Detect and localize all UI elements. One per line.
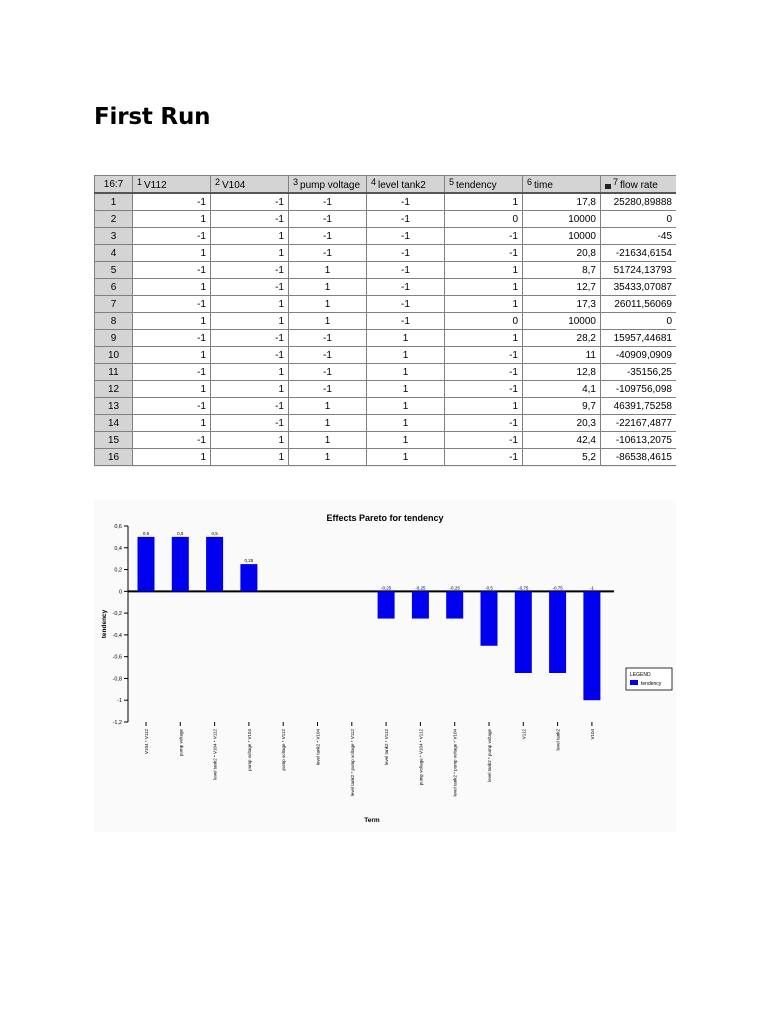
table-cell[interactable]: -40909,0909	[601, 347, 677, 364]
table-row	[95, 449, 677, 466]
column-header[interactable]	[523, 176, 601, 194]
table-cell[interactable]: -1	[445, 432, 523, 449]
table-cell[interactable]: 9,7	[523, 398, 601, 415]
table-cell[interactable]: 15957,44681	[601, 330, 677, 347]
x-tick-label: V104 * V112	[144, 729, 149, 754]
table-cell[interactable]: -1	[289, 381, 367, 398]
table-cell[interactable]: -1	[367, 193, 445, 211]
table-cell[interactable]: 1	[367, 381, 445, 398]
table-cell[interactable]: 1	[367, 449, 445, 466]
table-header-row	[95, 176, 677, 194]
table-cell[interactable]: 25280,89888	[601, 193, 677, 211]
x-tick-label: level tank2 * V112	[384, 729, 390, 765]
bar	[515, 591, 532, 673]
table-cell[interactable]: 1	[367, 432, 445, 449]
x-tick-label: pump voltage	[178, 729, 184, 757]
y-axis-label: tendency	[101, 609, 108, 639]
column-number: 7	[613, 177, 619, 187]
table-cell[interactable]: 1	[211, 381, 289, 398]
table-row	[95, 432, 677, 449]
bar-data-label: -0,25	[415, 585, 426, 591]
x-tick-label: V104	[589, 729, 595, 740]
y-tick-label: -0,6	[112, 654, 122, 661]
table-row	[95, 415, 677, 432]
table-cell[interactable]: 17,8	[523, 193, 601, 211]
table-cell[interactable]: 8,7	[523, 262, 601, 279]
table-cell[interactable]: 1	[211, 228, 289, 245]
page-heading: First Run	[94, 104, 211, 130]
table-cell[interactable]: 1	[289, 449, 367, 466]
column-number: 5	[449, 177, 455, 187]
bar-data-label: -1	[589, 585, 594, 591]
table-cell[interactable]: 1	[367, 415, 445, 432]
bar-data-label: 0,25	[244, 558, 254, 564]
row-number-cell[interactable]: 15	[95, 432, 133, 449]
pareto-chart	[94, 500, 676, 832]
table-cell[interactable]: 10000	[523, 313, 601, 330]
table-cell[interactable]: -22167,4877	[601, 415, 677, 432]
bar-data-label: -0,75	[552, 585, 563, 591]
table-cell[interactable]: -1	[445, 228, 523, 245]
x-tick-label: level tank2 * V104 * V112	[212, 729, 218, 780]
table-cell[interactable]: 1	[445, 262, 523, 279]
table-cell[interactable]: -45	[601, 228, 677, 245]
table-cell[interactable]: 10000	[523, 228, 601, 245]
column-header[interactable]	[601, 176, 677, 194]
table-cell[interactable]: 0	[601, 211, 677, 228]
row-number-cell[interactable]: 13	[95, 398, 133, 415]
table-cell[interactable]: -1	[445, 364, 523, 381]
lock-icon	[605, 184, 611, 189]
table-cell[interactable]: 1	[367, 398, 445, 415]
x-tick-label: pump voltage * V104 * V112	[418, 729, 424, 786]
column-label: level tank2	[378, 180, 426, 191]
table-cell[interactable]: -35156,25	[601, 364, 677, 381]
bar	[138, 537, 155, 591]
table-cell[interactable]: 51724,13793	[601, 262, 677, 279]
table-cell[interactable]: 1	[289, 313, 367, 330]
table-cell[interactable]: -1	[289, 330, 367, 347]
y-tick-label: 0	[118, 589, 122, 596]
legend-swatch	[630, 680, 638, 685]
table-cell[interactable]: 1	[289, 398, 367, 415]
bar-data-label: -0,25	[449, 585, 460, 591]
table-cell[interactable]: -1	[367, 228, 445, 245]
column-header[interactable]	[289, 176, 367, 194]
row-number-cell[interactable]: 12	[95, 381, 133, 398]
y-tick-label: -0,8	[112, 676, 122, 683]
table-cell[interactable]: 28,2	[523, 330, 601, 347]
table-cell[interactable]: 26011,56069	[601, 296, 677, 313]
table-cell[interactable]: -1	[133, 296, 211, 313]
y-tick-label: -0,2	[112, 611, 122, 618]
table-cell[interactable]: 1	[133, 347, 211, 364]
table-cell[interactable]: 1	[289, 432, 367, 449]
bar	[172, 537, 189, 591]
table-cell[interactable]: 1	[211, 364, 289, 381]
table-corner-cell: 16:7	[95, 176, 133, 194]
table-cell[interactable]: -1	[211, 193, 289, 211]
table-cell[interactable]: -1	[133, 193, 211, 211]
table-cell[interactable]: 42,4	[523, 432, 601, 449]
y-tick-label: 0,6	[114, 524, 122, 530]
column-header[interactable]	[445, 176, 523, 194]
table-cell[interactable]: 1	[211, 296, 289, 313]
legend-entry: tendency	[641, 681, 662, 687]
table-cell[interactable]: -1	[445, 415, 523, 432]
table-cell[interactable]: -1	[367, 211, 445, 228]
table-cell[interactable]: -1	[445, 381, 523, 398]
table-cell[interactable]: -1	[211, 279, 289, 296]
table-cell[interactable]: 1	[445, 330, 523, 347]
table-cell[interactable]: -1	[445, 245, 523, 262]
table-row	[95, 245, 677, 262]
table-cell[interactable]: -1	[133, 330, 211, 347]
table-cell[interactable]: 1	[133, 381, 211, 398]
table-cell[interactable]: -1	[211, 347, 289, 364]
x-tick-label: level tank2	[555, 729, 561, 751]
table-cell[interactable]: -1	[289, 347, 367, 364]
y-tick-label: -1	[117, 698, 122, 705]
table-cell[interactable]: 0	[601, 313, 677, 330]
table-cell[interactable]: -1	[211, 211, 289, 228]
bar-data-label: -0,25	[380, 585, 392, 591]
row-number-cell[interactable]: 4	[95, 245, 133, 262]
column-header[interactable]	[133, 176, 211, 194]
column-number: 1	[137, 177, 143, 187]
table-cell[interactable]: 46391,75258	[601, 398, 677, 415]
row-number-cell[interactable]: 1	[95, 193, 133, 211]
table-cell[interactable]: 1	[211, 245, 289, 262]
table-cell[interactable]: -1	[133, 262, 211, 279]
table-cell[interactable]: -1	[211, 330, 289, 347]
column-number: 4	[371, 177, 377, 187]
table-cell[interactable]: -10613,2075	[601, 432, 677, 449]
x-tick-label: pump voltage * V104	[246, 729, 252, 771]
table-cell[interactable]: 5,2	[523, 449, 601, 466]
bar	[549, 591, 566, 673]
bar-data-label: 0,5	[177, 530, 184, 536]
table-cell[interactable]: 12,8	[523, 364, 601, 381]
table-cell[interactable]: -1	[211, 262, 289, 279]
row-number-cell[interactable]: 6	[95, 279, 133, 296]
bar	[583, 591, 600, 700]
row-number-cell[interactable]: 10	[95, 347, 133, 364]
row-number-cell[interactable]: 11	[95, 364, 133, 381]
table-cell[interactable]: 1	[133, 279, 211, 296]
table-cell[interactable]: 1	[211, 432, 289, 449]
table-cell[interactable]: 1	[445, 398, 523, 415]
table-cell[interactable]: -1	[133, 228, 211, 245]
table-cell[interactable]: 11	[523, 347, 601, 364]
table-cell[interactable]: 1	[445, 279, 523, 296]
table-cell[interactable]: 1	[211, 449, 289, 466]
table-cell[interactable]: 0	[445, 211, 523, 228]
table-row	[95, 364, 677, 381]
table-row	[95, 398, 677, 415]
column-header[interactable]	[211, 176, 289, 194]
table-cell[interactable]: 1	[367, 364, 445, 381]
x-tick-label: level tank2 * pump voltage	[487, 729, 492, 782]
table-cell[interactable]: 1	[289, 279, 367, 296]
y-tick-label: 0,4	[114, 545, 122, 552]
pareto-chart-svg	[94, 500, 676, 832]
y-tick-label: -0,4	[112, 632, 122, 639]
row-number-cell[interactable]: 7	[95, 296, 133, 313]
table-cell[interactable]: -1	[289, 364, 367, 381]
column-header[interactable]	[367, 176, 445, 194]
column-label: V104	[222, 180, 246, 191]
x-tick-label: V112	[521, 729, 527, 740]
data-table	[94, 175, 676, 466]
table-row	[95, 211, 677, 228]
table-cell[interactable]: -1	[367, 296, 445, 313]
table-cell[interactable]: 4,1	[523, 381, 601, 398]
bar-data-label: -0,5	[485, 585, 493, 591]
table-cell[interactable]: 20,3	[523, 415, 601, 432]
data-grid	[94, 175, 676, 467]
table-cell[interactable]: 10000	[523, 211, 601, 228]
table-cell[interactable]: 1	[133, 449, 211, 466]
row-number-cell[interactable]: 8	[95, 313, 133, 330]
table-cell[interactable]: 35433,07087	[601, 279, 677, 296]
x-tick-label: pump voltage * V112	[281, 729, 287, 771]
table-cell[interactable]: -1	[211, 415, 289, 432]
x-tick-label: level tank2 * V104	[315, 729, 321, 766]
table-cell[interactable]: 1	[289, 262, 367, 279]
table-row	[95, 330, 677, 347]
chart-title: Effects Pareto for tendency	[326, 513, 444, 523]
table-cell[interactable]: 1	[367, 347, 445, 364]
x-tick-label: level tank2 * pump voltage * V112	[349, 729, 355, 797]
x-tick-label: level tank2 * pump voltage * V104	[452, 729, 458, 797]
table-cell[interactable]: -1	[367, 313, 445, 330]
table-cell[interactable]: -1	[445, 347, 523, 364]
table-cell[interactable]: 1	[211, 313, 289, 330]
column-number: 3	[293, 177, 299, 187]
table-row	[95, 381, 677, 398]
table-cell[interactable]: 1	[289, 296, 367, 313]
table-cell[interactable]: 1	[133, 245, 211, 262]
table-row	[95, 193, 677, 211]
table-cell[interactable]: -1	[367, 245, 445, 262]
column-number: 6	[527, 177, 533, 187]
table-row	[95, 228, 677, 245]
row-number-cell[interactable]: 2	[95, 211, 133, 228]
table-cell[interactable]: 20,8	[523, 245, 601, 262]
bar	[206, 537, 223, 591]
table-cell[interactable]: 17,3	[523, 296, 601, 313]
table-cell[interactable]: -1	[211, 398, 289, 415]
bar	[240, 564, 257, 591]
bar-data-label: -0,75	[518, 585, 529, 591]
table-cell[interactable]: -21634,6154	[601, 245, 677, 262]
table-cell[interactable]: 0	[445, 313, 523, 330]
row-number-cell[interactable]: 3	[95, 228, 133, 245]
table-cell[interactable]: -1	[289, 245, 367, 262]
table-cell[interactable]: -1	[133, 398, 211, 415]
column-label: tendency	[456, 180, 497, 191]
table-cell[interactable]: -1	[133, 432, 211, 449]
table-cell[interactable]: -1	[289, 193, 367, 211]
column-number: 2	[215, 177, 221, 187]
table-cell[interactable]: 1	[133, 313, 211, 330]
table-row	[95, 296, 677, 313]
column-label: V112	[144, 180, 167, 191]
table-cell[interactable]: 1	[445, 193, 523, 211]
table-cell[interactable]: -1	[445, 449, 523, 466]
row-number-cell[interactable]: 16	[95, 449, 133, 466]
y-tick-label: -1,2	[112, 720, 122, 726]
table-cell[interactable]: 1	[367, 330, 445, 347]
table-cell[interactable]: -1	[367, 262, 445, 279]
row-number-cell[interactable]: 9	[95, 330, 133, 347]
legend-title: LEGEND	[630, 672, 651, 678]
table-cell[interactable]: -86538,4615	[601, 449, 677, 466]
row-number-cell[interactable]: 14	[95, 415, 133, 432]
column-label: flow rate	[620, 180, 658, 191]
column-label: pump voltage	[300, 180, 361, 191]
table-cell[interactable]: 1	[133, 415, 211, 432]
bar-data-label: 0,5	[211, 530, 218, 536]
row-number-cell[interactable]: 5	[95, 262, 133, 279]
table-cell[interactable]: -1	[133, 364, 211, 381]
table-cell[interactable]: 1	[133, 211, 211, 228]
bar	[481, 591, 498, 645]
column-label: time	[534, 180, 553, 191]
table-cell[interactable]: -109756,098	[601, 381, 677, 398]
bar	[378, 591, 395, 618]
table-cell[interactable]: 1	[289, 415, 367, 432]
table-cell[interactable]: -1	[289, 211, 367, 228]
table-row	[95, 313, 677, 330]
table-cell[interactable]: 1	[445, 296, 523, 313]
table-cell[interactable]: -1	[367, 279, 445, 296]
table-row	[95, 347, 677, 364]
y-tick-label: 0,2	[114, 567, 122, 574]
bar	[412, 591, 429, 618]
table-row	[95, 262, 677, 279]
table-row	[95, 279, 677, 296]
table-cell[interactable]: -1	[289, 228, 367, 245]
bar	[446, 591, 463, 618]
bar-data-label: 0,5	[142, 530, 150, 536]
x-axis-label: Term	[364, 817, 380, 824]
table-cell[interactable]: 12,7	[523, 279, 601, 296]
table-body	[95, 193, 677, 466]
